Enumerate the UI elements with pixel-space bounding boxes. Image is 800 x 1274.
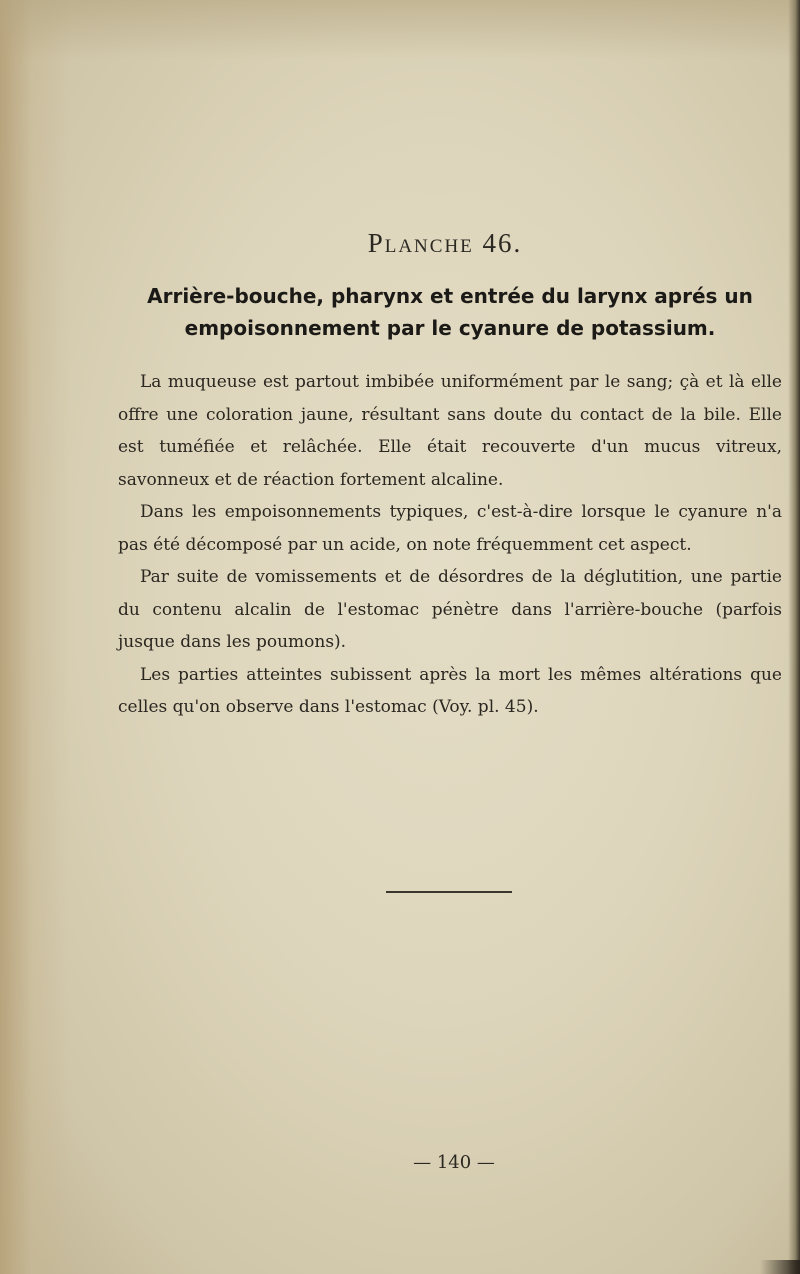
paragraph: Dans les empoisonnements typiques, c'est-à-dire lorsque le cyanure n'a pas été décomposé par un acide, on note fréquemment cet aspect. xyxy=(118,502,782,555)
paragraph: Par suite de vomissements et de désordres de la déglutition, une partie du contenu alcalin de l'estomac pénètre dans l'arrière-bouche (parfois jusque dans les poumons). xyxy=(118,567,782,652)
page-edge-bottom xyxy=(760,1260,800,1274)
paragraph: Les parties atteintes subissent après la mort les mêmes altérations que celles qu'on observe dans l'estomac (Voy. pl. 45). xyxy=(118,664,782,717)
paragraph: La muqueuse est partout imbibée uniformément par le sang; çà et là elle offre une coloration jaune, résultant sans doute du contact de la bile. Elle est tuméfiée et relâchée. Elle était recouverte d'un mucus vitreux, savonneux et de réaction fortement alcaline. xyxy=(118,372,782,490)
page-edge-right xyxy=(788,0,800,1274)
page-number: — 140 — xyxy=(413,1152,495,1173)
page-shadow-top xyxy=(0,0,800,60)
body-text xyxy=(118,366,782,724)
section-heading: Arrière-bouche, pharynx et entrée du larynx aprés un empoisonnement par le cyanure de potassium. xyxy=(147,284,753,340)
plate-title: Planche 46. xyxy=(367,228,523,258)
page-shadow-left xyxy=(0,0,70,1274)
divider-rule xyxy=(386,891,512,893)
